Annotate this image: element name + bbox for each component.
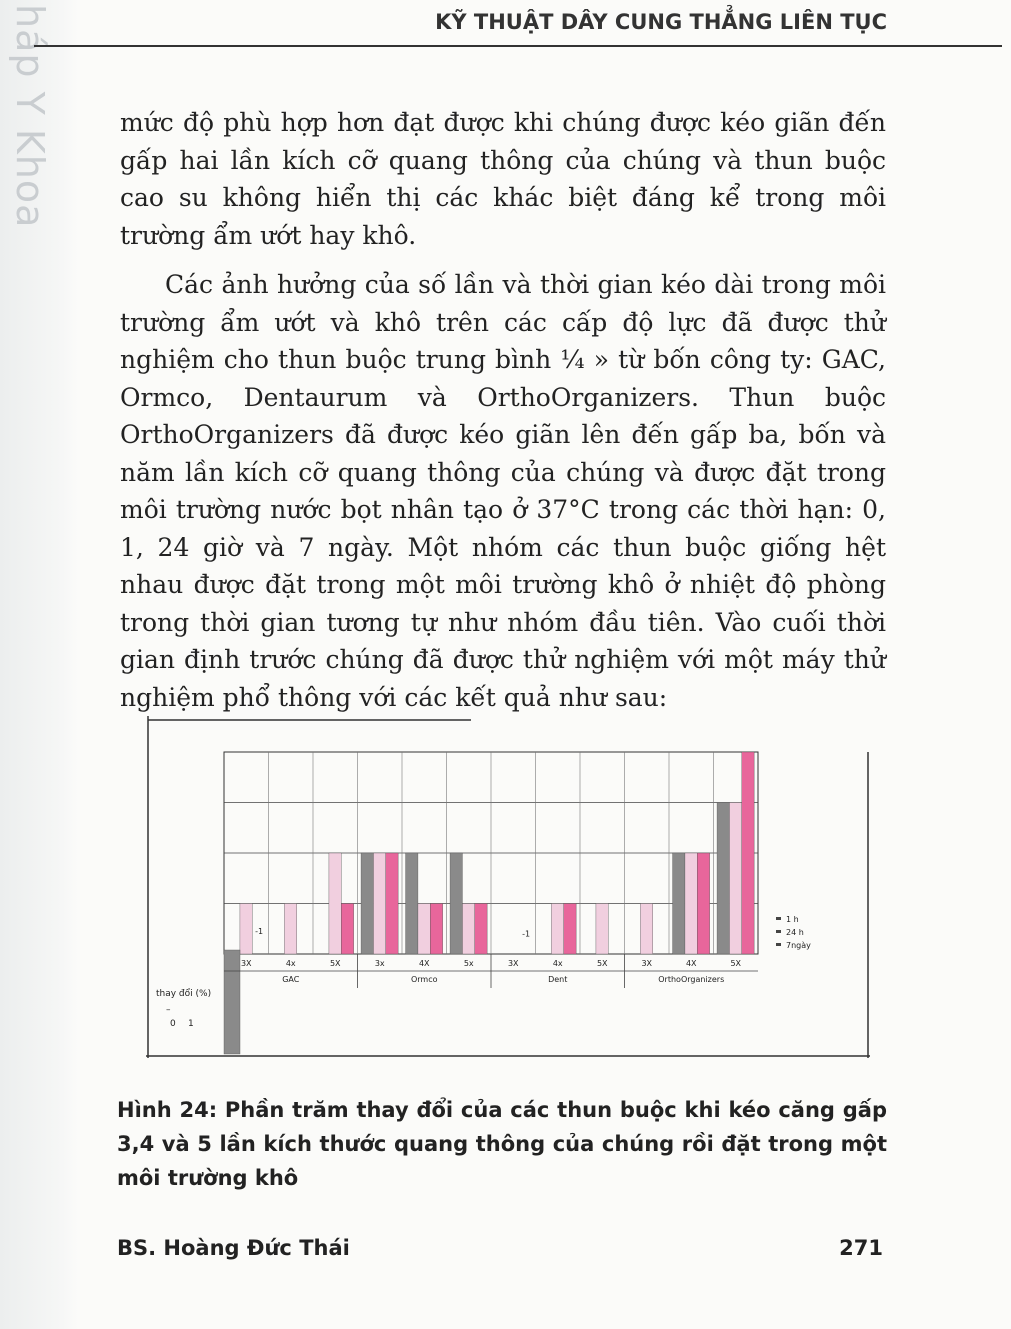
bar-24-h (640, 904, 652, 955)
body-paragraph-2: Các ảnh hưởng của số lần và thời gian kéo dài trong môi trường ẩm ướt và khô trên các cấp độ lực đã được thử nghiệm cho thun buộc trung bình ¼ » từ bốn công ty: GAC, Ormco, Dentaurum và OrthoOrganizers. Thun buộc OrthoOrganizers đã được kéo giãn lên đến gấp ba, bốn và năm lần kích cỡ quang thông của chúng và được đặt trong môi trường nước bọt nhân tạo ở 37°C trong các thời hạn: 0, 1, 24 giờ và 7 ngày. Một nhóm các thun buộc giống hệt nhau được đặt trong một môi trường khô ở nhiệt độ phòng trong thời gian tương tự như nhóm đầu tiên. Vào cuối thời gian định trước chúng đã được thử nghiệm với một máy thử nghiệm phổ thông với các kết quả như sau: (120, 270, 886, 712)
annotation: -1 (255, 926, 264, 936)
tick-label: 4X (685, 959, 697, 968)
legend-entry: 24 h (786, 928, 804, 937)
tick-label: 5x (463, 959, 474, 968)
bar-24-h (329, 853, 341, 954)
bar-1-h (717, 803, 729, 955)
group-label: OrthoOrganizers (658, 975, 725, 984)
y-tick-label: 0 (170, 1019, 176, 1029)
bar-1-h (673, 853, 685, 954)
body-paragraph-1: mức độ phù hợp hơn đạt được khi chúng được kéo giãn đến gấp hai lần kích cỡ quang thông của chúng và thun buộc cao su không hiển thị các khác biệt đáng kể trong môi trường ẩm ướt hay khô. (120, 108, 886, 250)
tick-label: 4X (418, 959, 430, 968)
footer-page-number: 271 (839, 1236, 883, 1260)
figure-chart (146, 716, 870, 1058)
bar-24-h (596, 904, 608, 955)
bar-7ngày (475, 904, 487, 955)
bar-1-h (406, 853, 418, 954)
tick-label: 3X (641, 959, 653, 968)
bar-7ngày (564, 904, 576, 955)
tick-label: 3X (240, 959, 252, 968)
bar-1-h (361, 853, 373, 954)
bar-7ngày (341, 904, 353, 955)
group-label: Dent (548, 975, 568, 984)
tick-label: 4x (285, 959, 296, 968)
header-rule (34, 45, 1002, 47)
bar-24-h (284, 904, 296, 955)
tick-label: 5X (329, 959, 341, 968)
axis-column (224, 950, 240, 1054)
group-label: Ormco (410, 975, 438, 984)
tick-label: 4x (552, 959, 563, 968)
running-header-title: KỸ THUẬT DÂY CUNG THẲNG LIÊN TỤC (435, 10, 887, 34)
bar-7ngày (697, 853, 709, 954)
tick-label: 3X (507, 959, 519, 968)
legend-swatch (776, 930, 781, 933)
bar-24-h (685, 853, 697, 954)
y-axis-label: thay đổi (%) (156, 989, 212, 999)
legend-swatch (776, 943, 781, 946)
y-axis (156, 988, 211, 1029)
y-axis-dash: – (166, 1005, 171, 1015)
group-label: GAC (282, 975, 300, 984)
legend-entry: 7ngày (786, 941, 811, 950)
y-tick-label: 1 (188, 1019, 194, 1029)
tick-label: 5X (596, 959, 608, 968)
bar-chart (146, 716, 870, 1058)
annotation: -1 (522, 929, 531, 939)
chart-legend (776, 915, 811, 950)
bar-7ngày (742, 752, 754, 954)
tick-label: 3x (374, 959, 385, 968)
bar-7ngày (430, 904, 442, 955)
tick-label: 5X (730, 959, 742, 968)
bar-24-h (418, 904, 430, 955)
plot-area (224, 752, 758, 1054)
legend-swatch (776, 917, 781, 920)
bar-24-h (240, 904, 252, 955)
bar-24-h (729, 803, 741, 955)
bar-24-h (373, 853, 385, 954)
legend-entry: 1 h (786, 915, 799, 924)
bar-24-h (462, 904, 474, 955)
watermark: háp Y Khoa (8, 4, 52, 229)
footer-author: BS. Hoàng Đức Thái (117, 1236, 350, 1260)
figure-caption: Hình 24: Phần trăm thay đổi của các thun buộc khi kéo căng gấp 3,4 và 5 lần kích thước quang thông của chúng rồi đặt trong một môi trường khô (117, 1098, 887, 1190)
bar-7ngày (386, 853, 398, 954)
bar-24-h (551, 904, 563, 955)
bar-1-h (450, 853, 462, 954)
